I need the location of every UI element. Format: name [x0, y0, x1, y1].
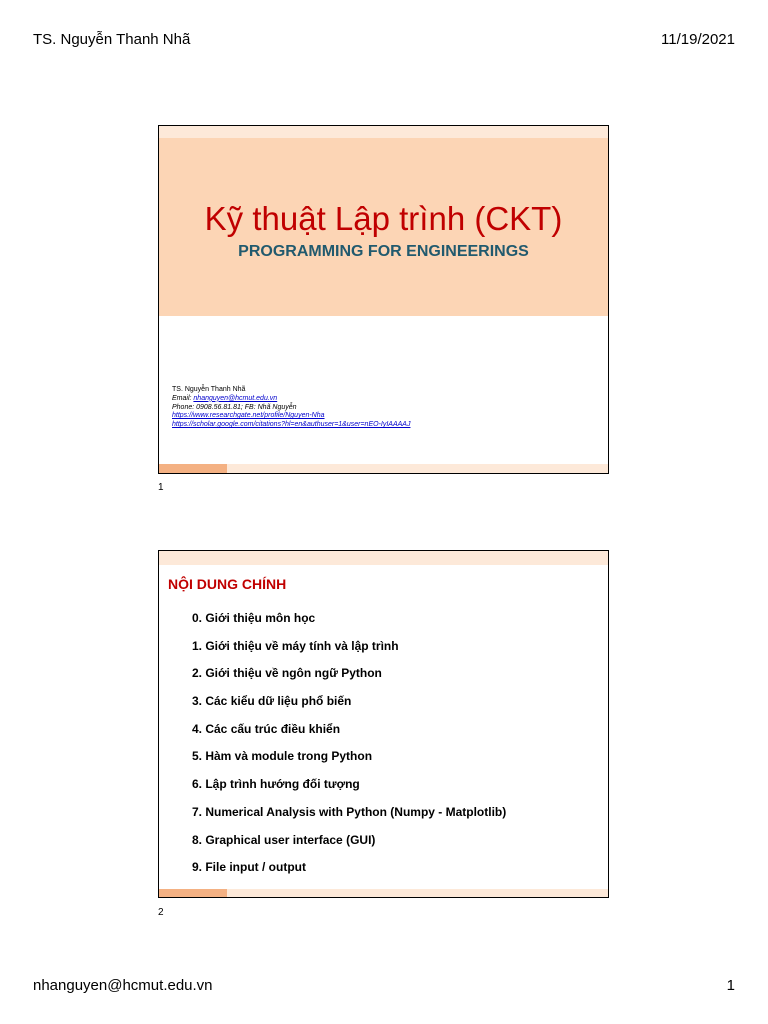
toc-item: 2. Giới thiệu về ngôn ngữ Python [192, 666, 382, 681]
info-email-line [172, 395, 410, 404]
header-author: TS. Nguyễn Thanh Nhã [33, 31, 191, 48]
slide-2-title: NỘI DUNG CHÍNH [168, 576, 287, 592]
slide-2-top-bar [159, 551, 608, 565]
footer-email: nhanguyen@hcmut.edu.vn [33, 977, 213, 994]
toc-item: 6. Lập trình hướng đối tượng [192, 777, 360, 792]
researchgate-link[interactable]: https://www.researchgate.net/profile/Nguyen-Nha [172, 412, 325, 420]
toc-list [192, 611, 506, 888]
slide-1-top-bar [159, 126, 608, 138]
toc-item: 1. Giới thiệu về máy tính và lập trình [192, 638, 399, 653]
toc-item: 4. Các cấu trúc điều khiển [192, 721, 341, 736]
header-date: 11/19/2021 [661, 31, 735, 48]
info-email-link[interactable]: nhanguyen@hcmut.edu.vn [193, 394, 278, 402]
info-email-label: Email: [172, 394, 194, 402]
author-info [172, 386, 410, 430]
slide-2-bottom-accent [159, 889, 227, 897]
slide-2-bottom-bar [159, 889, 608, 897]
slide-1-bottom-accent [159, 464, 227, 473]
slide-2 [158, 550, 609, 898]
toc-item: 0. Giới thiệu môn học [192, 611, 316, 625]
slide-1-subtitle: PROGRAMMING FOR ENGINEERINGS [238, 243, 529, 260]
slide-2-number: 2 [158, 907, 164, 918]
slide-1-bottom-bar [159, 464, 608, 473]
toc-item: 8. Graphical user interface (GUI) [192, 832, 376, 847]
toc-item: 7. Numerical Analysis with Python (Numpy - Matplotlib) [192, 804, 507, 819]
footer-page-number: 1 [726, 977, 735, 994]
toc-item: 9. File input / output [192, 860, 306, 875]
toc-item: 5. Hàm và module trong Python [192, 749, 373, 764]
toc-item: 3. Các kiểu dữ liệu phổ biến [192, 694, 352, 709]
slide-1-title: Kỹ thuật Lập trình (CKT) [204, 200, 563, 237]
slide-1-number: 1 [158, 482, 164, 493]
slide-1 [158, 125, 609, 474]
info-phone: Phone: 0908.56.81.81; FB: Nhã Nguyễn [172, 403, 297, 411]
info-name: TS. Nguyễn Thanh Nhã [172, 386, 246, 393]
scholar-link[interactable]: https://scholar.google.com/citations?hl=en&authuser=1&user=nEO-IyIAAAAJ [172, 421, 411, 429]
